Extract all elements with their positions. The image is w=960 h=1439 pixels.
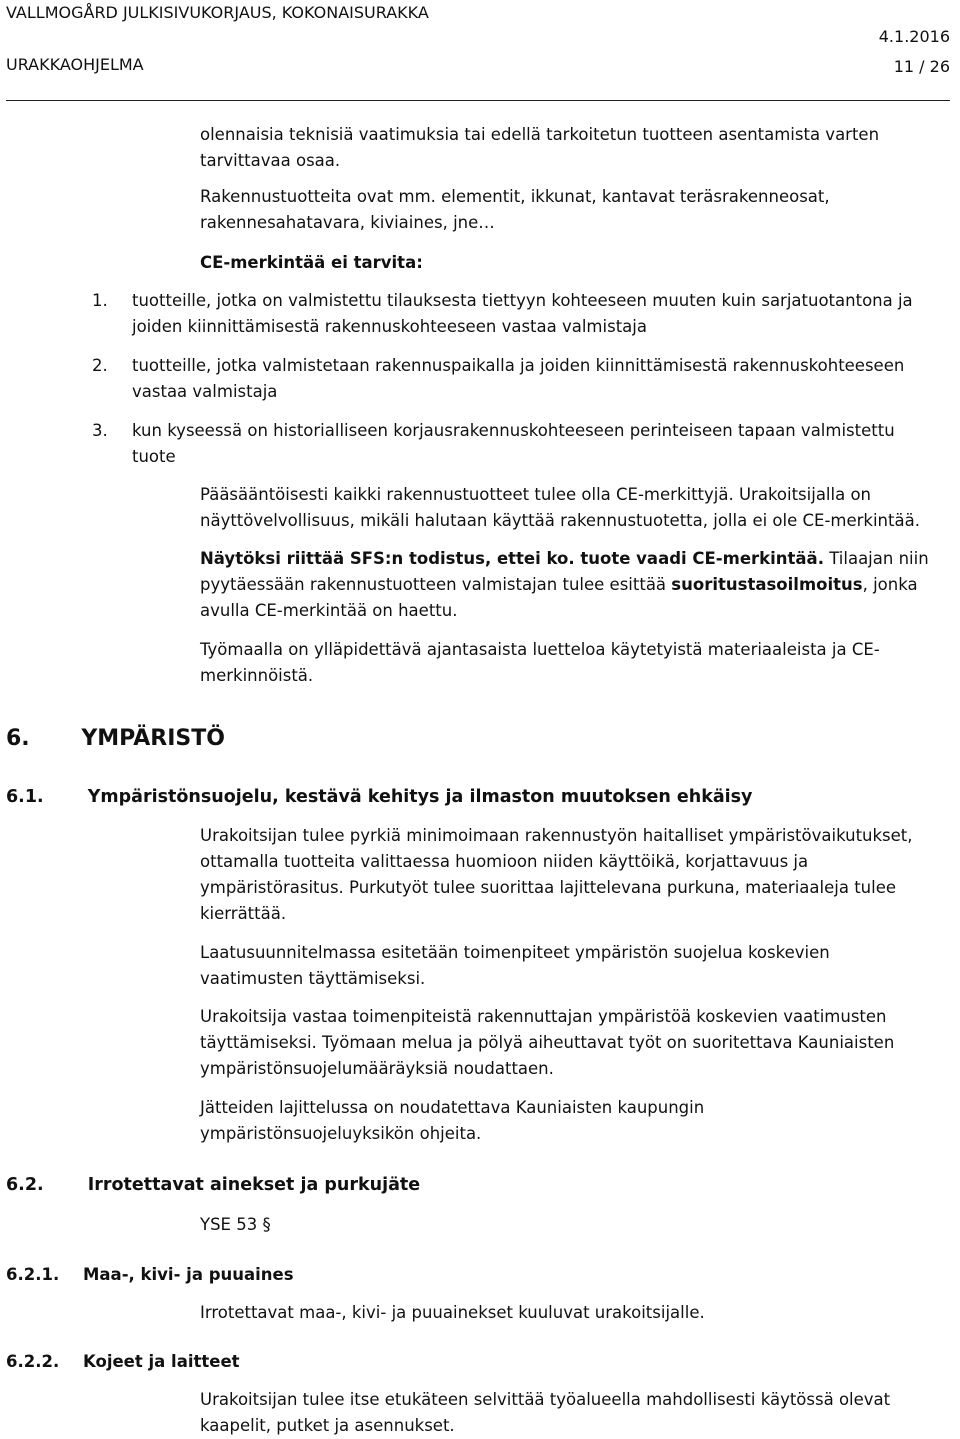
text-line: Pääsääntöisesti kaikki rakennustuotteet tulee olla CE-merkittyjä. Urakoitsijalla on [200, 485, 872, 504]
text-line: Laatusuunnitelmassa esitetään toimenpiteet ympäristön suojelua koskevien [200, 943, 830, 962]
ce-paragraph-1 [200, 482, 952, 534]
env-paragraph-2 [200, 940, 952, 992]
section-6-1-heading [6, 784, 752, 810]
section-title: Maa-, kivi- ja puuaines [83, 1265, 294, 1284]
section-6-heading [6, 726, 225, 752]
text-line: ympäristönsuojeluyksikön ohjeita. [200, 1124, 482, 1143]
text-line: joiden kiinnittämisestä rakennuskohteeseen vastaa valmistaja [132, 317, 647, 336]
text-line: näyttövelvollisuus, mikäli halutaan käyttää rakennustuotetta, jolla ei ole CE-merkintää. [200, 511, 920, 530]
text-line: ottamalla tuotteita valittaessa huomioon niiden käyttöikä, korjattavuus ja [200, 852, 809, 871]
list-number: 2. [92, 356, 108, 375]
section-6-2-2-heading [6, 1349, 240, 1375]
text-line: tuote [132, 447, 176, 466]
section-number: 6.1. [6, 787, 44, 807]
text-line: kun kyseessä on historialliseen korjausrakennuskohteeseen perinteiseen tapaan valmistettu [132, 421, 895, 440]
document-title: VALLMOGÅRD JULKISIVUKORJAUS, KOKONAISURAKKA [6, 3, 429, 22]
list-number: 1. [92, 291, 108, 310]
text-line: olennaisia teknisiä vaatimuksia tai edellä tarkoitetun tuotteen asentamista varten [200, 125, 880, 144]
examples-paragraph [200, 184, 952, 236]
text-line: Näytöksi riittää SFS:n todistus, ettei ko. tuote vaadi CE-merkintää. Tilaajan niin [200, 549, 929, 568]
text-line: Urakoitsija vastaa toimenpiteistä rakennuttajan ympäristöä koskevien vaatimusten [200, 1007, 887, 1026]
soil-paragraph: Irrotettavat maa-, kivi- ja puuainekset kuuluvat urakoitsijalle. [200, 1303, 705, 1322]
bold-statement: Näytöksi riittää SFS:n todistus, ettei ko. tuote vaadi CE-merkintää. [200, 549, 824, 568]
text-line: täyttämiseksi. Työmaan melua ja pölyä aiheuttavat työt on suoritettava Kauniaisten [200, 1033, 895, 1052]
section-number: 6.2.1. [6, 1265, 60, 1284]
bold-term: suoritustasoilmoitus [671, 575, 863, 594]
text-line: kierrättää. [200, 904, 287, 923]
section-6-2-heading [6, 1172, 420, 1198]
text-line: tarvittavaa osaa. [200, 151, 341, 170]
text-line: Urakoitsijan tulee pyrkiä minimoimaan rakennustyön haitalliset ympäristövaikutukset, [200, 826, 913, 845]
text-line: merkinnöistä. [200, 666, 314, 685]
text-line: tuotteille, jotka on valmistettu tilauksesta tiettyyn kohteeseen muuten kuin sarjatuotantona ja [132, 291, 913, 310]
text-line: avulla CE-merkintää on haettu. [200, 601, 458, 620]
section-6-2-1-heading [6, 1262, 294, 1288]
section-number: 6.2. [6, 1175, 44, 1195]
yse-reference: YSE 53 § [200, 1215, 271, 1234]
text-line: Jätteiden lajittelussa on noudatettava Kauniaisten kaupungin [200, 1098, 705, 1117]
list-number: 3. [92, 421, 108, 440]
text-line: ympäristönsuojelumääräyksiä noudattaen. [200, 1059, 554, 1078]
ce-not-required-heading: CE-merkintää ei tarvita: [200, 253, 423, 272]
section-title: Kojeet ja laitteet [83, 1352, 240, 1371]
text-line: rakennesahatavara, kiviaines, jne… [200, 213, 495, 232]
text-line: Työmaalla on ylläpidettävä ajantasaista luetteloa käytetyistä materiaaleista ja CE- [200, 640, 880, 659]
ce-paragraph-3 [200, 637, 952, 689]
document-date: 4.1.2016 [878, 27, 950, 46]
page-number: 11 / 26 [893, 57, 950, 76]
text-line: pyytäessään rakennustuotteen valmistajan tulee esittää suoritustasoilmoitus, jonka [200, 575, 918, 594]
header-divider [6, 100, 950, 101]
equipment-paragraph [200, 1387, 952, 1439]
env-paragraph-3 [200, 1004, 952, 1082]
section-title: Ympäristönsuojelu, kestävä kehitys ja ilmaston muutoksen ehkäisy [87, 787, 753, 807]
header-left [6, 2, 429, 76]
document-subtitle: URAKKAOHJELMA [6, 55, 144, 74]
env-paragraph-1 [200, 823, 952, 927]
env-paragraph-4 [200, 1095, 952, 1147]
intro-paragraph [200, 122, 952, 174]
text-line: Urakoitsijan tulee itse etukäteen selvittää työalueella mahdollisesti käytössä olevat [200, 1390, 891, 1409]
section-number: 6.2.2. [6, 1352, 60, 1371]
ce-paragraph-2 [200, 546, 952, 624]
header-right [879, 26, 950, 78]
text-line: ympäristörasitus. Purkutyöt tulee suorittaa lajittelevana purkuna, materiaaleja tulee [200, 878, 897, 897]
section-number: 6. [6, 726, 30, 751]
section-title: YMPÄRISTÖ [81, 726, 225, 751]
text-line: vaatimusten täyttämiseksi. [200, 969, 426, 988]
text-line: Rakennustuotteita ovat mm. elementit, ikkunat, kantavat teräsrakenneosat, [200, 187, 830, 206]
text-line: vastaa valmistaja [132, 382, 278, 401]
text-line: tuotteille, jotka valmistetaan rakennuspaikalla ja joiden kiinnittämisestä rakennuskohteeseen [132, 356, 905, 375]
section-title: Irrotettavat ainekset ja purkujäte [87, 1175, 421, 1195]
text-line: kaapelit, putket ja asennukset. [200, 1416, 455, 1435]
